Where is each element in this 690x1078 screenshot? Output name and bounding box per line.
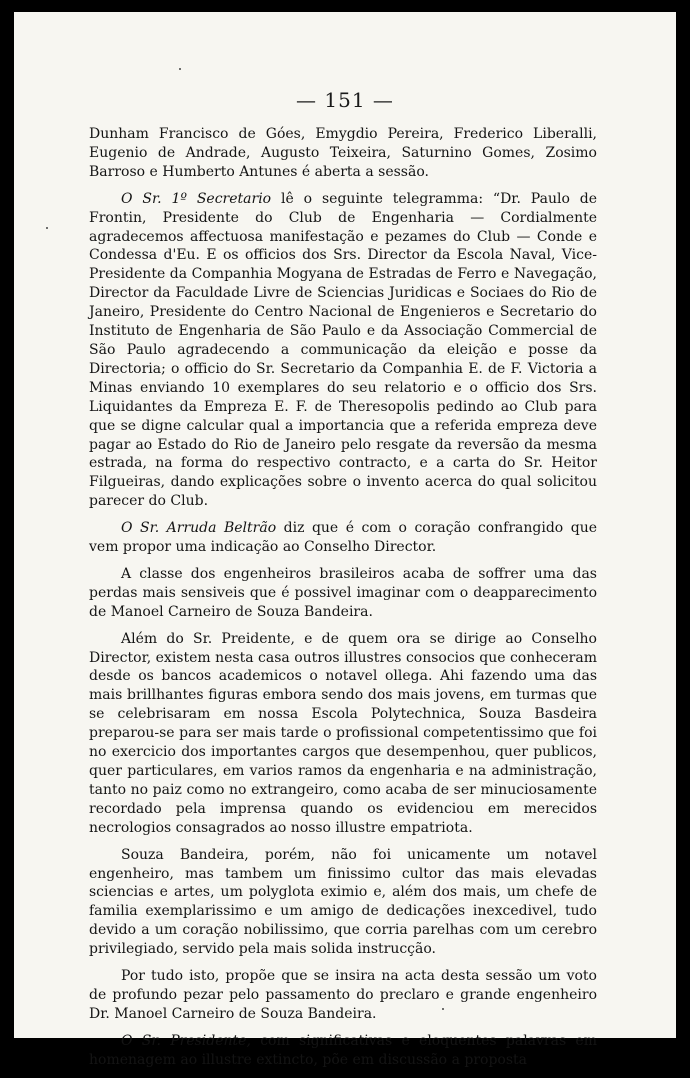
paragraph	[89, 1032, 597, 1070]
paragraph	[89, 125, 597, 182]
paragraph	[89, 190, 597, 511]
page-number: — 151 —	[296, 88, 394, 112]
speaker-name: O Sr. Arruda Beltrão	[121, 520, 277, 537]
paragraph	[89, 519, 597, 557]
paragraph-text: A classe dos engenheiros brasileiros acaba de soffrer uma das perdas mais sensiveis que é possivel imaginar com o deapparecimento de Manoel Carneiro de Souza Bandeira.	[89, 565, 597, 620]
paragraph	[89, 967, 597, 1024]
paragraph-text: diz que é com o coração confrangido que vem propor uma indicação ao Conselho Director.	[89, 520, 597, 556]
paragraph	[89, 630, 597, 838]
paragraph-text: com significativas e eloquentes palavras em homenagem ao illustre extincto, põe em discussão a proposta	[89, 1032, 597, 1068]
paragraph-text: lê o seguinte telegramma: “Dr. Paulo de Frontin, Presidente do Club de Engenharia — Cordialmente agradecemos affectuosa manifestação e pezames do Club — Conde e Condessa d'Eu. E os officios dos Srs. Director da Escola Naval, Vice-Presidente da Companhia Mogyana de Estradas de Ferro e Navegação, Director da Faculdade Livre de Sciencias Juridicas e Sociaes do Rio de Janeiro, Presidente do Centro Nacional de Engenieros e Secretario do Instituto de Engenharia de São Paulo e da Associação Commercial de São Paulo agradecendo a communicação da eleição e posse da Directoria; o officio do Sr. Secretario da Companhia E. de F. Victoria a Minas enviando 10 exemplares do seu relatorio e o officio dos Srs. Liquidantes da Empreza E. F. de Theresopolis pedindo ao Club para que se digne calcular qual a importancia que a referida empreza deve pagar ao Estado do Rio de Janeiro pelo resgate da reversão da mesma estrada, na forma do respectivo contracto, e a carta do Sr. Heitor Filgueiras, dando explicações sobre o invento acerca do qual solicitou parecer do Club.	[89, 190, 598, 510]
speaker-name: O Sr. Presidente,	[121, 1032, 251, 1049]
paragraph	[89, 846, 597, 959]
paragraph-text: Por tudo isto, propõe que se insira na acta desta sessão um voto de profundo pezar pelo passamento do preclaro e grande engenheiro Dr. Manoel Carneiro de Souza Bandeira.	[89, 968, 597, 1022]
paragraph	[89, 565, 597, 622]
paragraph-text: Souza Bandeira, porém, não foi unicamente um notavel engenheiro, mas tambem um finissimo cultor das mais elevadas sciencias e artes, um polyglota eximio e, além dos mais, um chefe de familia exemplarissimo e um amigo de dedicações inexcedivel, tudo devido a um coração nobilissimo, que corria parelhas com um cerebro privilegiado, servido pela mais solida instrucção.	[89, 846, 597, 958]
paragraph-text: Além do Sr. Preidente, e de quem ora se dirige ao Conselho Director, existem nesta casa outros illustres consocios que conheceram desde os bancos academicos o notavel ollega. Ahi fazendo uma das mais brillhantes figuras embora sendo dos mais jovens, em turmas que se celebrisaram em nossa Escola Polytechnica, Souza Basdeira preparou-se para ser mais tarde o profissional competentissimo que foi no exercicio dos importantes cargos que desempenhou, quer publicos, quer particulares, em varios ramos da engenharia e na administração, tanto no paiz como no extrangeiro, como acaba de ser minuciosamente recordado pela imprensa quando os evidenciou em merecidos necrologios consagrados ao nosso illustre empatriota.	[89, 630, 597, 836]
document-page	[14, 12, 676, 1068]
paper-speck	[442, 1008, 444, 1010]
speaker-name: O Sr. 1º Secretario	[121, 190, 272, 207]
paragraph-text: Dunham Francisco de Góes, Emygdio Pereira, Frederico Liberalli, Eugenio de Andrade, Augusto Teixeira, Saturnino Gomes, Zosimo Barroso e Humberto Antunes é aberta a sessão.	[89, 126, 597, 180]
document-body	[89, 125, 597, 1078]
paper-speck	[179, 68, 181, 70]
paper-speck	[46, 227, 48, 229]
